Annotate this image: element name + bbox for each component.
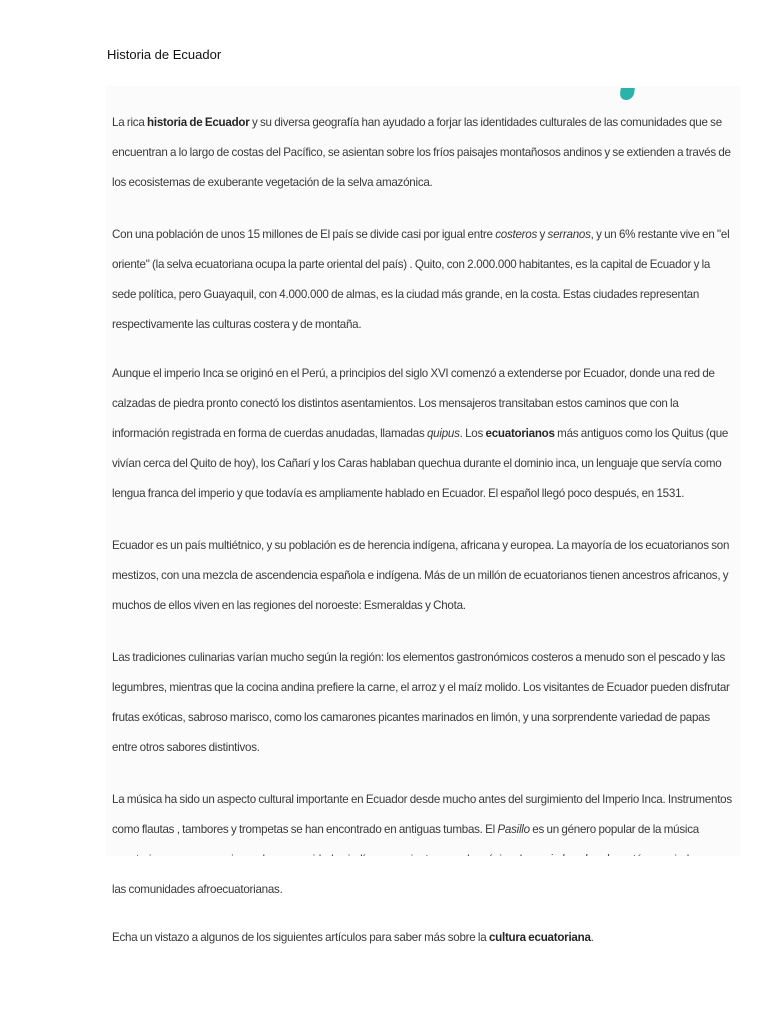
italic-term: costeros — [495, 228, 538, 241]
culture-link[interactable]: cultura ecuatoriana — [488, 931, 591, 944]
bold-term: ecuatorianos — [485, 427, 555, 440]
paragraph-text: y su diversa geografía han ayudado a forjar las identidades culturales de las comunidades que se encuentran a lo largo de costas del Pacífico, se asientan sobre los fríos paisajes montañosos andinos y se extienden a través de los ecosistemas de exuberante vegetación de la selva amazónica. — [112, 116, 731, 189]
italic-term: quipus — [426, 427, 460, 440]
paragraph-text: . — [590, 931, 594, 944]
image-crop-edge — [106, 856, 740, 876]
paragraph-text: La música ha sido un aspecto cultural importante en Ecuador desde mucho antes del surgimiento del Imperio Inca. Instrumentos como flautas , tambores y trompetas se han encontrado en antiguas tumbas. El — [112, 793, 732, 836]
paragraph-related-articles — [112, 923, 734, 953]
paragraph-text: Echa un vistazo a algunos de los siguientes artículos para saber más sobre la — [112, 931, 489, 944]
paragraph-cuisine: Las tradiciones culinarias varían mucho según la región: los elementos gastronómicos costeros a menudo son el pescado y las legumbres, mientras que la cocina andina prefiere la carne, el arroz y el maíz molido. Los visitantes de Ecuador pueden disfrutar frutas exóticas, sabroso marisco, como los camarones picantes marinados en limón, y una sorprendente variedad de papas entre otros sabores distintivos. — [112, 651, 730, 754]
document-title: Historia de Ecuador — [107, 47, 222, 62]
bold-term: historia de Ecuador — [147, 116, 250, 129]
paragraph-text: . Los — [459, 427, 486, 440]
paragraph-text: es un género popular de la música — [532, 823, 699, 836]
article-body — [112, 108, 734, 953]
paragraph-inca — [112, 359, 734, 509]
paragraph-ethnicity: Ecuador es un país multiétnico, y su población es de herencia indígena, africana y europea. La mayoría de los ecuatorianos son mestizos, con una mezcla de ascendencia española e indígena. Más de un millón de ecuatorianos tienen ancestros africanos, y muchos de ellos viven en las regiones del noroeste: Esmeraldas y Chota. — [112, 539, 730, 612]
paragraph-text: Aunque el imperio Inca se originó en el Perú, a principios del siglo XVI comenzó a extenderse por Ecuador, donde una red de calzadas de piedra pronto conectó los distintos asentamientos. Los mensajeros transitaban estos caminos que con la información registrada en forma de cuerdas anudadas, llamadas — [112, 367, 715, 440]
paragraph-text: y — [537, 228, 548, 241]
paragraph-text: más antiguos como los Quitus (que vivían cerca del Quito de hoy), los Cañarí y los Caras hablaban quechua durante el dominio inca, un lenguaje que servía como lengua franca del imperio y que todavía es ampliamente hablado en Ecuador. El español llegó poco después, en 1531. — [112, 427, 729, 500]
paragraph-intro — [112, 108, 734, 198]
paragraph-text: Con una población de unos 15 millones de El país se divide casi por igual entre — [112, 228, 496, 241]
paragraph-text: las comunidades afroecuatorianas. — [112, 883, 283, 896]
paragraph-text: La rica — [112, 116, 148, 129]
paragraph-music — [112, 785, 734, 905]
article-screenshot — [106, 86, 740, 944]
paragraph-population — [112, 220, 734, 340]
italic-term: serranos — [547, 228, 591, 241]
italic-term: Pasillo — [497, 823, 530, 836]
accent-shape — [619, 88, 635, 100]
paragraph-text: , y un 6% restante vive en "el oriente" (la selva ecuatoriana ocupa la parte oriental del país) . Quito, con 2.000.000 habitantes, es la capital de Ecuador y la sede política, pero Guayaquil, con 4.000.000 de almas, es la ciudad más grande, en la costa. Estas ciudades representan respectivamente las culturas costera y de montaña. — [112, 228, 730, 331]
